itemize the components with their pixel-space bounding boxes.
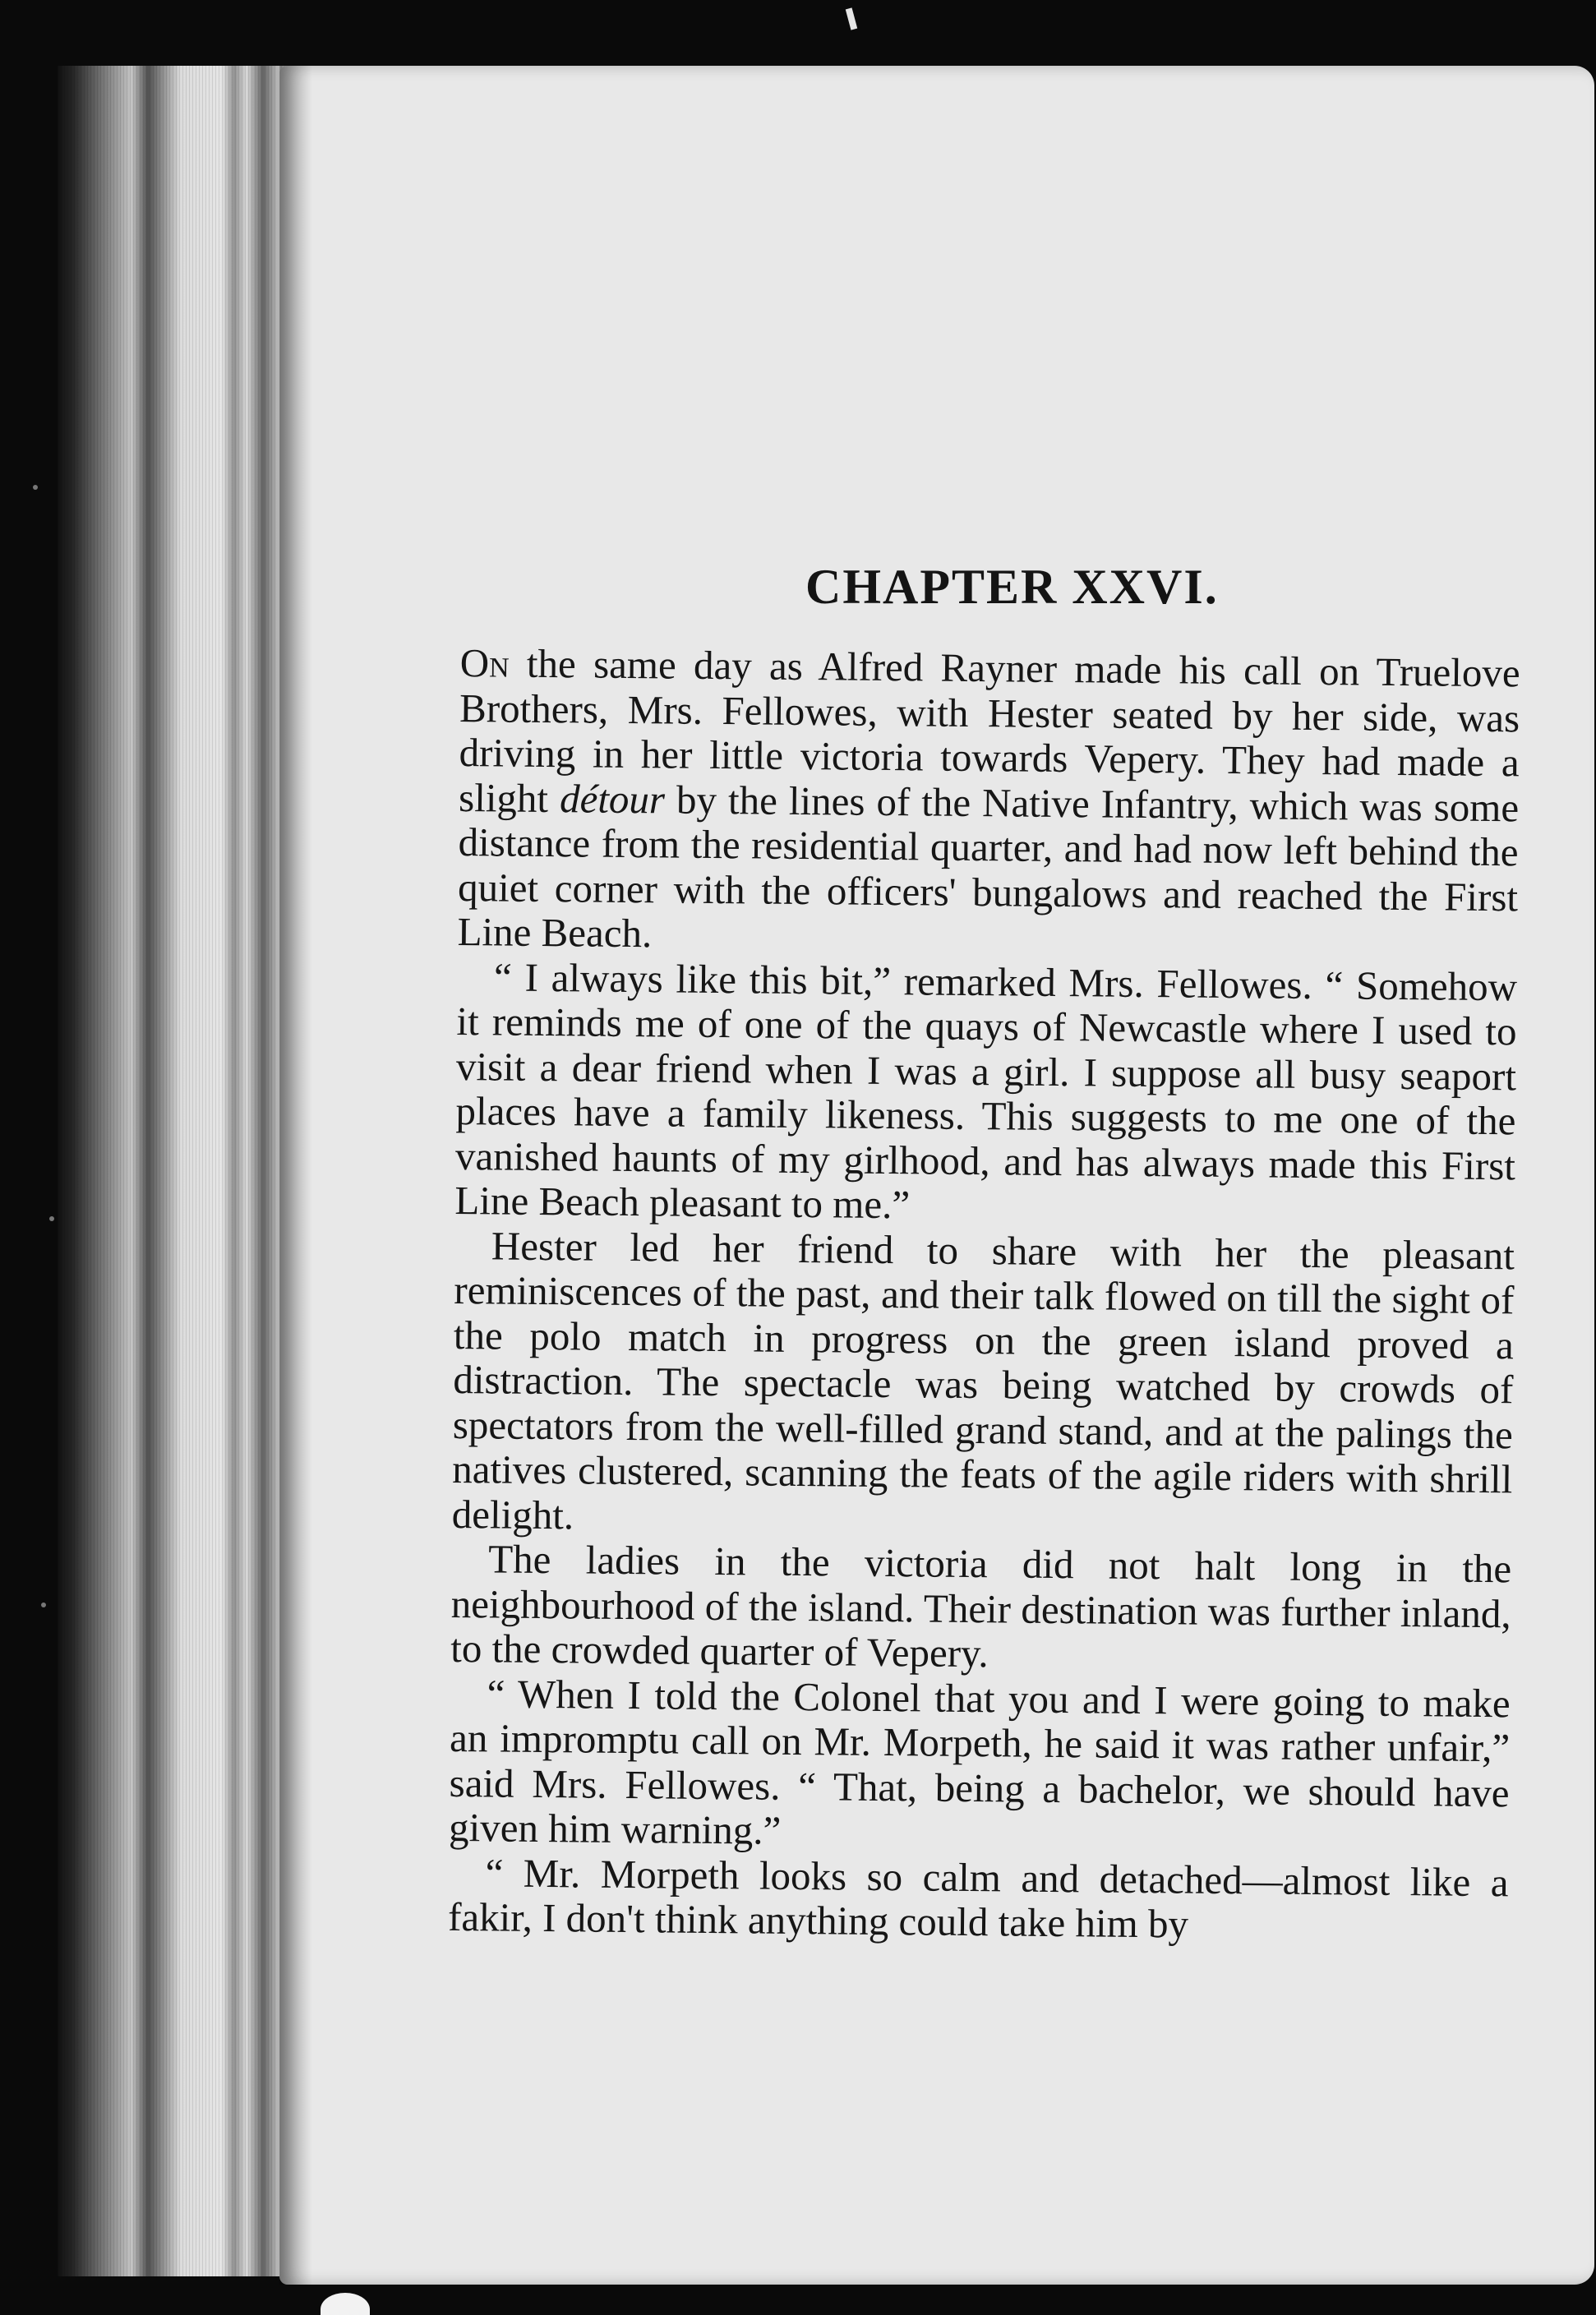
scan-speck bbox=[49, 1216, 54, 1221]
paragraph-4: The ladies in the victoria did not halt long in the neighbourhood of the island. Their destination was further inland, to the crowded quarter of Vepery. bbox=[450, 1536, 1512, 1676]
chapter-heading: CHAPTER XXVI. bbox=[805, 560, 1219, 614]
paragraph-5: “ When I told the Colonel that you and I were going to make an impromptu call on Mr. Morpeth, he said it was rather unfair,” said Mrs. Fellowes. “ That, being a bachelor, we should have given him warning.” bbox=[448, 1670, 1511, 1853]
scan-speck bbox=[41, 1603, 46, 1607]
book-page bbox=[279, 66, 1594, 2285]
italic-word: détour bbox=[559, 775, 666, 822]
paragraph-3: Hester led her friend to share with her the pleasant reminiscences of the past, and their talk flowed on till the sight of the polo match in progress on the green island proved a distraction. The spectacle was being watched by crowds of spectators from the well-filled grand stand, and at the palings the natives clustered, scanning the feats of the agile riders with shrill delight. bbox=[451, 1222, 1515, 1538]
scan-speck bbox=[33, 485, 38, 490]
paragraph-lead-word: On bbox=[459, 640, 510, 686]
paragraph-text: the same day as Alfred Rayner made his call on Truelove Brothers, Mrs. Fellowes, with Hester seated by her side, was driving in her little victoria towards Vepery. They had made a slight bbox=[458, 640, 1520, 821]
book-page-edges bbox=[58, 66, 296, 2276]
paragraph-2: “ I always like this bit,” remarked Mrs. Fellowes. “ Somehow it reminds me of one of the quays of Newcastle where I used to visit a dear friend when I was a girl. I suppose all busy seaport places have a family likeness. This suggests to me one of the vanished haunts of my girlhood, and has always made this First Line Beach pleasant to me.” bbox=[454, 953, 1518, 1228]
paragraph-1 bbox=[457, 641, 1520, 965]
paragraph-text-continued: by the lines of the Native Infantry, which was some distance from the residential quarter, and had now left behind the quiet corner with the officers' bungalows and reached the First Line Beach. bbox=[457, 776, 1520, 957]
body-text bbox=[448, 641, 1520, 1950]
scan-artifact-blob bbox=[321, 2293, 370, 2315]
paragraph-6: “ Mr. Morpeth looks so calm and detached—almost like a fakir, I don't think anything could take him by bbox=[447, 1849, 1509, 1947]
scan-artifact-mark bbox=[846, 7, 857, 30]
gutter-shadow bbox=[279, 66, 312, 2285]
